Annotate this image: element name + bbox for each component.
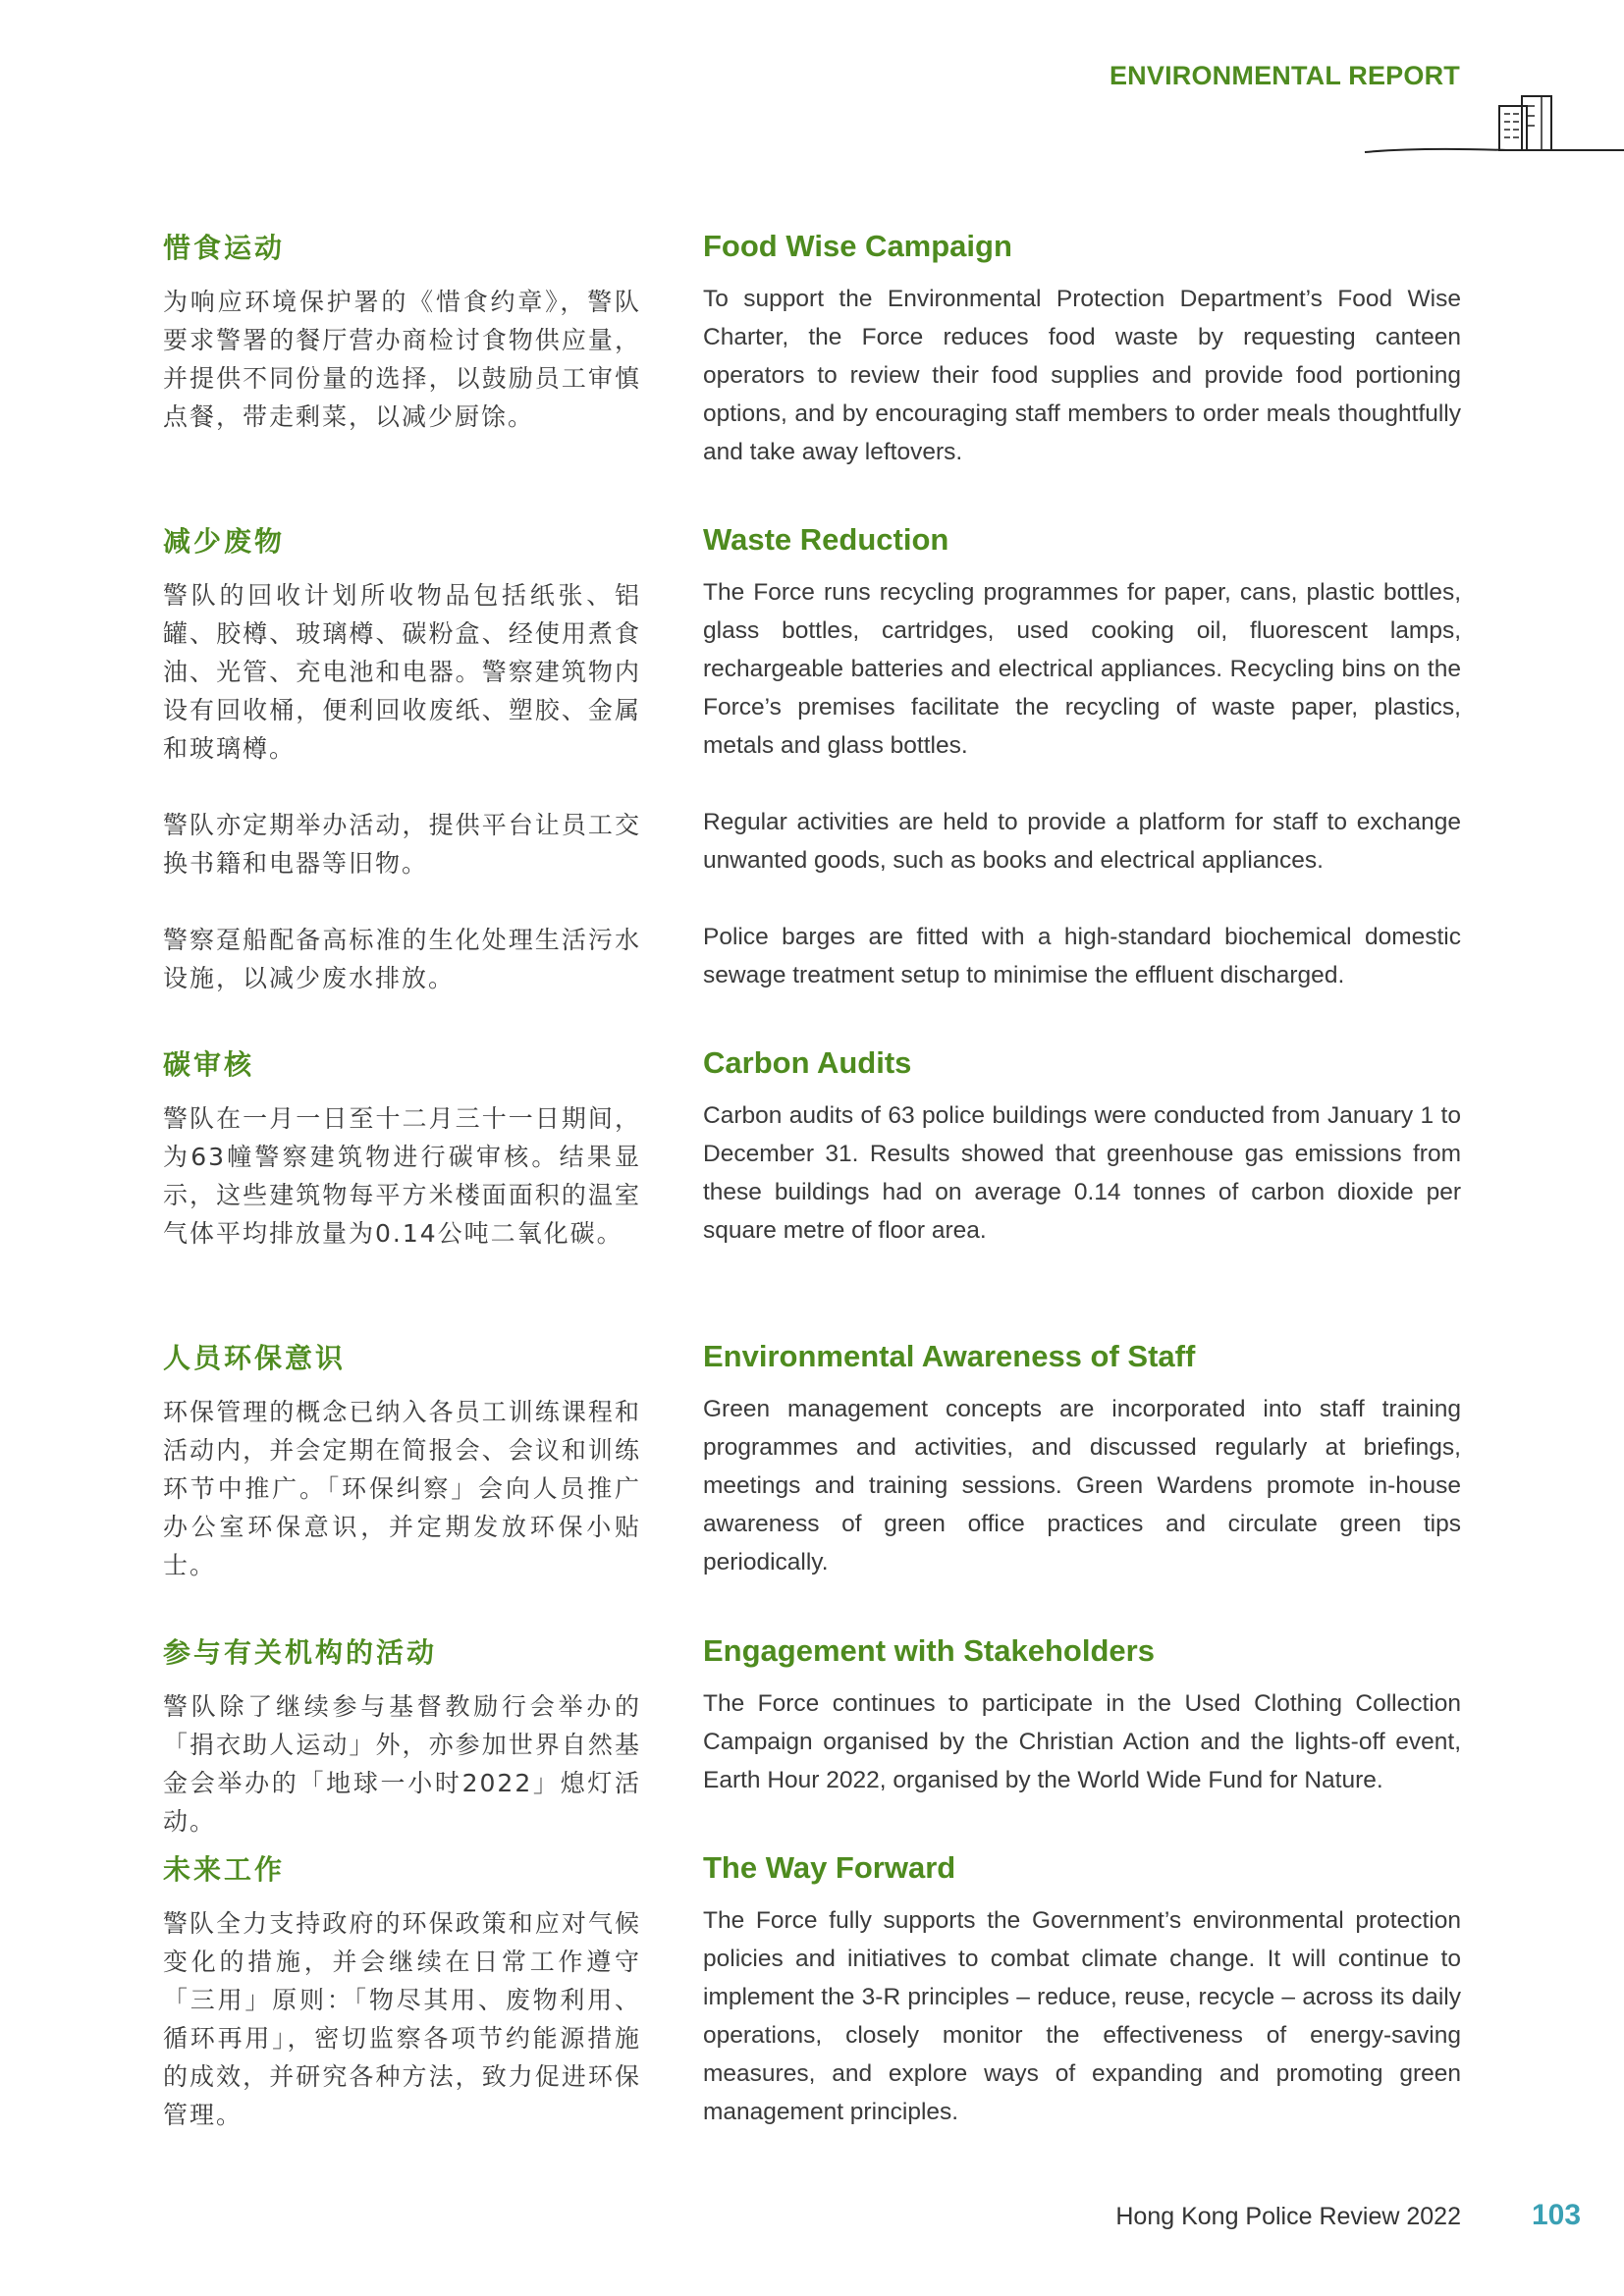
en-paragraph: Carbon audits of 63 police buildings were conducted from January 1 to December 31. Results showed that greenhouse gas emissions from these buildings had on average 0.14 tonnes of carbon dioxide per square metre of floor area. xyxy=(703,1102,1461,1244)
zh-paragraph: 警队亦定期举办活动，提供平台让员工交换书籍和电器等旧物。 xyxy=(163,811,641,878)
en-paragraph: The Force runs recycling programmes for paper, cans, plastic bottles, glass bottles, cartridges, used cooking oil, fluorescent lamps, rechargeable batteries and electrical appliances. Recycling bins on the Force’s premises facilitate the recycling of waste paper, plastics, metals and glass bottles. xyxy=(703,579,1461,759)
zh-heading-food-wise: 惜食运动 xyxy=(163,232,286,264)
zh-heading-carbon-audits: 碳审核 xyxy=(163,1048,255,1081)
publication-title: Hong Kong Police Review 2022 xyxy=(1115,2203,1461,2230)
zh-paragraph: 警队在一月一日至十二月三十一日期间，为63幢警察建筑物进行碳审核。结果显示，这些建筑物每平方米楼面面积的温室气体平均排放量为0.14公吨二氧化碳。 xyxy=(163,1104,641,1248)
en-paragraph: Green management concepts are incorporated into staff training programmes and activities, and discussed regularly at briefings, meetings and training sessions. Green Wardens promote in-house awareness of green office practices and circulate green tips periodically. xyxy=(703,1396,1461,1575)
en-paragraph: Regular activities are held to provide a platform for staff to exchange unwanted goods, such as books and electrical appliances. xyxy=(703,809,1461,874)
en-heading-engagement: Engagement with Stakeholders xyxy=(703,1633,1155,1668)
section-header-title: ENVIRONMENTAL REPORT xyxy=(1109,61,1460,90)
en-paragraph: Police barges are fitted with a high-standard biochemical domestic sewage treatment setup to minimise the effluent discharged. xyxy=(703,924,1461,988)
en-heading-way-forward: The Way Forward xyxy=(703,1850,956,1885)
en-section-way-forward xyxy=(703,1850,1461,2131)
zh-paragraph: 为响应环境保护署的《惜食约章》，警队要求警署的餐厅营办商检讨食物供应量，并提供不同份量的选择，以鼓励员工审慎点餐，带走剩菜，以减少厨馀。 xyxy=(163,288,641,431)
zh-heading-awareness: 人员环保意识 xyxy=(163,1342,347,1374)
zh-heading-way-forward: 未来工作 xyxy=(163,1853,286,1886)
zh-section-food-wise xyxy=(163,232,641,436)
en-heading-awareness: Environmental Awareness of Staff xyxy=(703,1339,1196,1373)
en-section-engagement xyxy=(703,1633,1461,1799)
zh-paragraph: 警队全力支持政府的环保政策和应对气候变化的措施，并会继续在日常工作遵守「三用」原则：「物尽其用、废物利用、循环再用」，密切监察各项节约能源措施的成效，并研究各种方法，致力促进环保管理。 xyxy=(163,1909,641,2129)
zh-paragraph: 警队除了继续参与基督教励行会举办的「捐衣助人运动」外，亦参加世界自然基金会举办的「地球一小时2022」熄灯活动。 xyxy=(163,1692,641,1836)
zh-paragraph: 警察趸船配备高标准的生化处理生活污水设施，以减少废水排放。 xyxy=(163,926,641,992)
en-section-carbon-audits xyxy=(703,1045,1461,1250)
building-line-illustration xyxy=(1360,88,1624,157)
zh-section-awareness xyxy=(163,1342,641,1584)
zh-heading-waste-reduction: 减少废物 xyxy=(163,525,286,558)
zh-paragraph: 环保管理的概念已纳入各员工训练课程和活动内，并会定期在简报会、会议和训练环节中推广。「环保纠察」会向人员推广办公室环保意识，并定期发放环保小贴士。 xyxy=(163,1398,641,1579)
en-paragraph: To support the Environmental Protection Department’s Food Wise Charter, the Force reduces food waste by requesting canteen operators to review their food supplies and provide food portioning options, and by encouraging staff members to order meals thoughtfully and take away leftovers. xyxy=(703,286,1461,465)
zh-paragraph: 警队的回收计划所收物品包括纸张、铝罐、胶樽、玻璃樽、碳粉盒、经使用煮食油、光管、充电池和电器。警察建筑物内设有回收桶，便利回收废纸、塑胶、金属和玻璃樽。 xyxy=(163,581,641,763)
zh-heading-engagement: 参与有关机构的活动 xyxy=(163,1636,438,1669)
en-heading-carbon-audits: Carbon Audits xyxy=(703,1045,912,1080)
en-section-awareness xyxy=(703,1339,1461,1581)
zh-section-way-forward xyxy=(163,1853,641,2134)
en-heading-food-wise: Food Wise Campaign xyxy=(703,229,1012,263)
en-heading-waste-reduction: Waste Reduction xyxy=(703,522,949,557)
en-paragraph: The Force fully supports the Government’s environmental protection policies and initiatives to combat climate change. It will continue to implement the 3-R principles – reduce, reuse, recycle – across its daily operations, closely monitor the effectiveness of energy-saving measures, and explore ways of expanding and promoting green management principles. xyxy=(703,1907,1461,2125)
en-section-food-wise xyxy=(703,229,1461,471)
en-paragraph: The Force continues to participate in the Used Clothing Collection Campaign organised by the Christian Action and the lights-off event, Earth Hour 2022, organised by the World Wide Fund for Nature. xyxy=(703,1690,1461,1793)
zh-section-waste-reduction xyxy=(163,525,641,997)
page-number: 103 xyxy=(1531,2199,1582,2231)
zh-section-carbon-audits xyxy=(163,1048,641,1253)
en-section-waste-reduction xyxy=(703,522,1461,994)
zh-section-engagement xyxy=(163,1636,641,1841)
